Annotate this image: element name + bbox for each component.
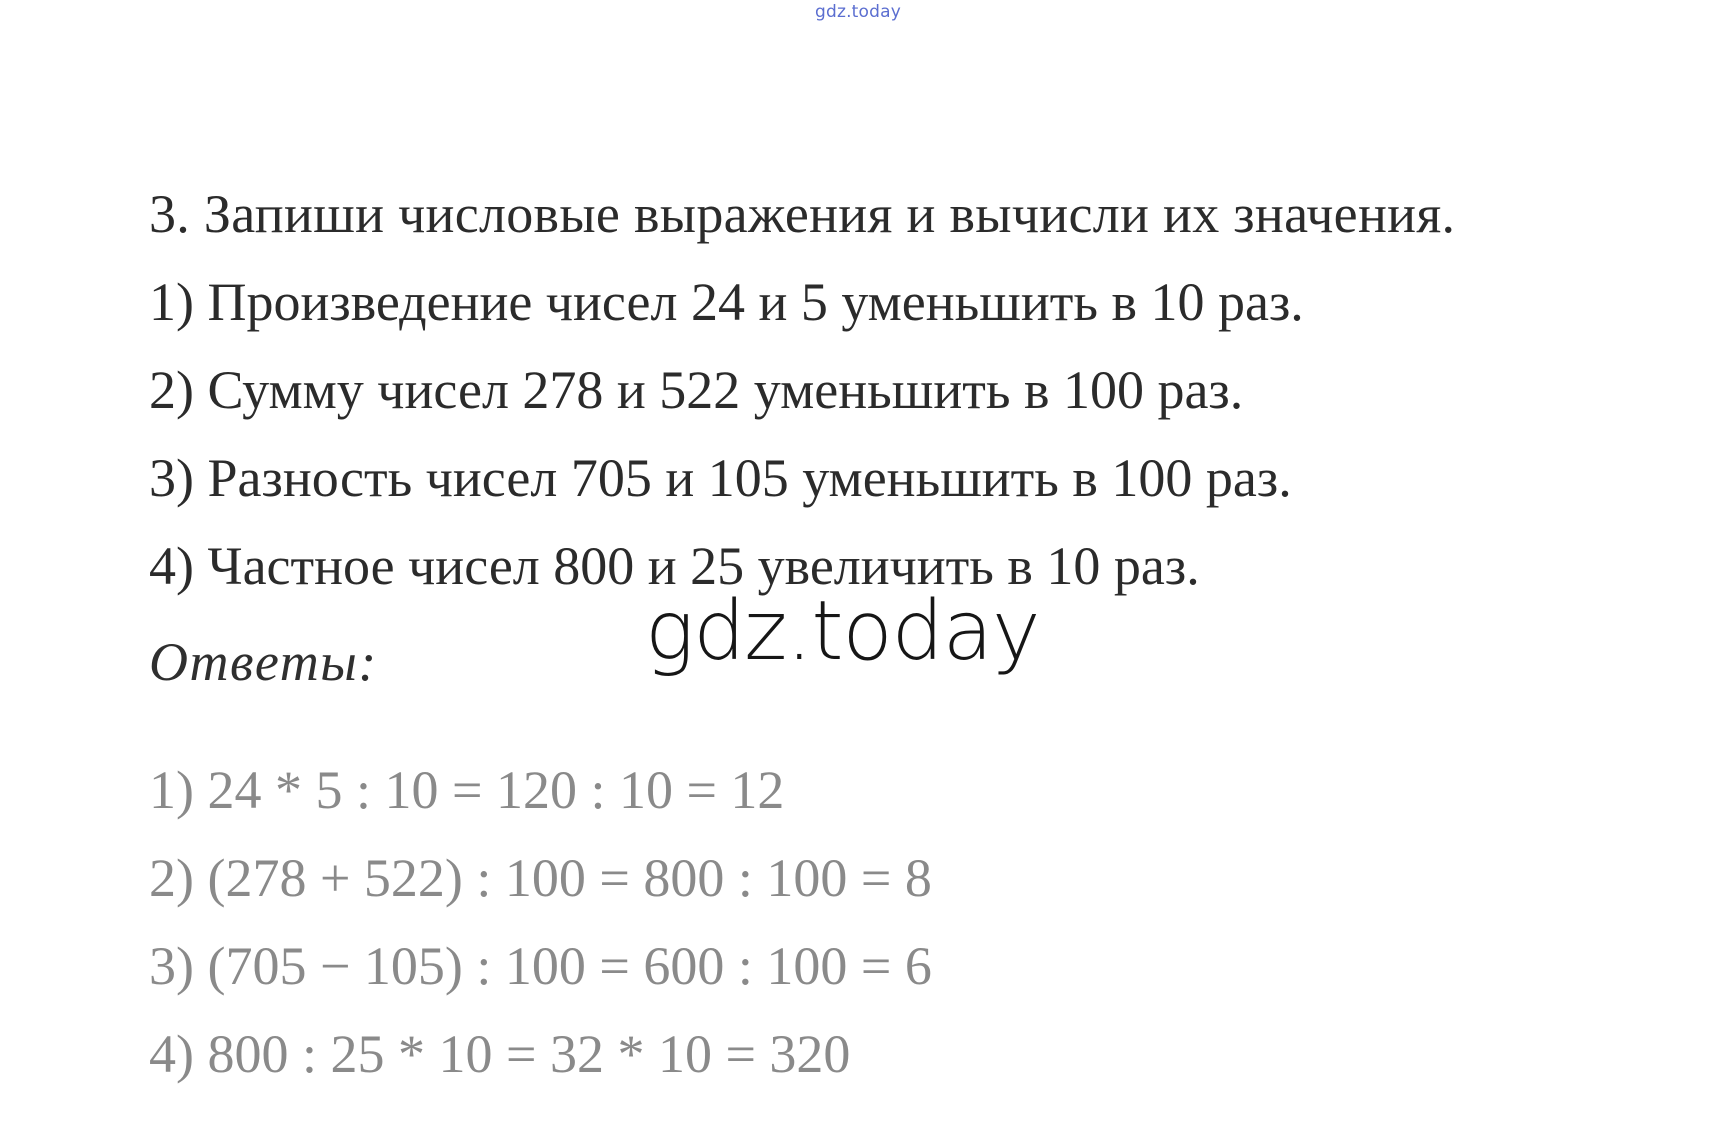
task-item-2: 2) Сумму чисел 278 и 522 уменьшить в 100 раз. [149,360,1244,420]
answer-item-4: 4) 800 : 25 * 10 = 32 * 10 = 320 [149,1024,851,1084]
task-title: 3. Запиши числовые выражения и вычисли их значения. [149,184,1456,244]
center-watermark: gdz.today [645,584,1040,679]
task-item-1: 1) Произведение чисел 24 и 5 уменьшить в 10 раз. [149,272,1304,332]
answer-item-3: 3) (705 − 105) : 100 = 600 : 100 = 6 [149,936,932,996]
top-watermark: gdz.today [814,2,902,22]
answers-heading: Ответы: [149,632,378,692]
answers-list [149,746,1629,1098]
answer-item-1: 1) 24 * 5 : 10 = 120 : 10 = 12 [149,760,785,820]
answer-item-2: 2) (278 + 522) : 100 = 800 : 100 = 8 [149,848,932,908]
task-item-3: 3) Разность чисел 705 и 105 уменьшить в 100 раз. [149,448,1292,508]
task-item-4: 4) Частное чисел 800 и 25 увеличить в 10 раз. [149,536,1200,596]
